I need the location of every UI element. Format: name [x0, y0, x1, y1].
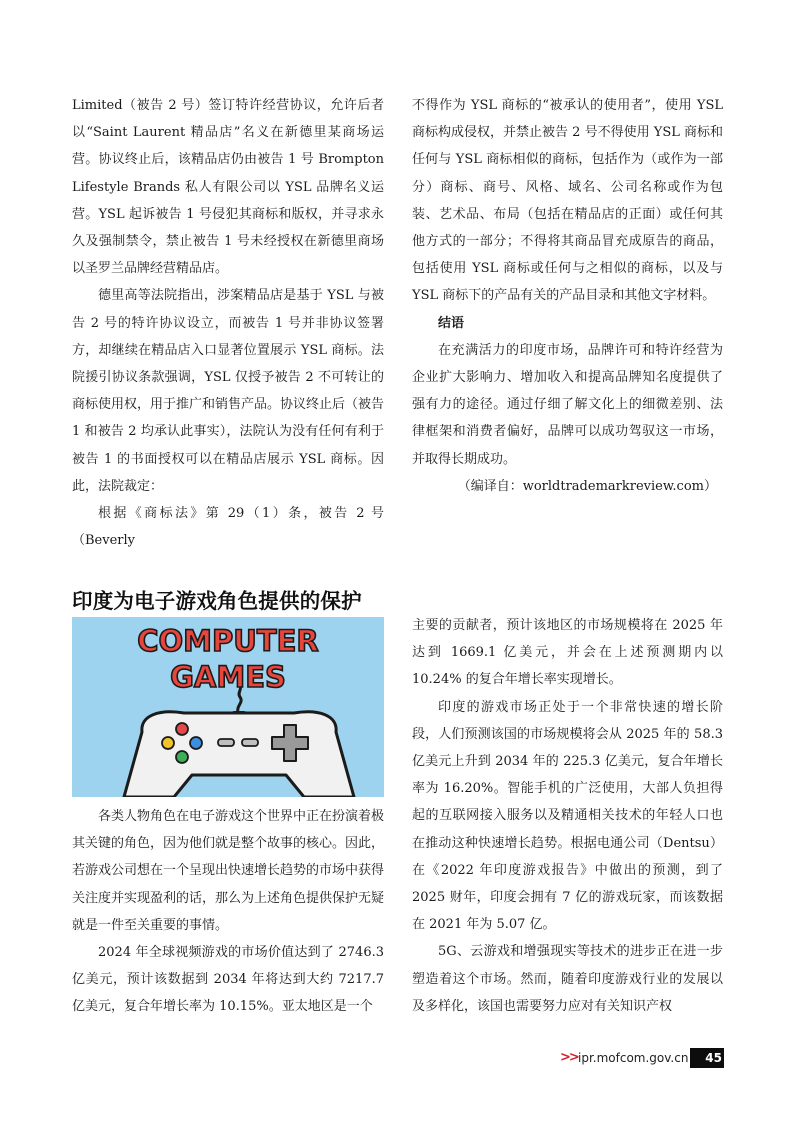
footer-site-link[interactable]: ipr.mofcom.gov.cn [578, 1051, 689, 1065]
source-note: （编译自：worldtrademarkreview.com） [457, 478, 717, 494]
yellow-button-icon [162, 737, 174, 749]
conclusion-section [412, 310, 723, 337]
article-title: 印度为电子游戏角色提供的保护 [72, 589, 362, 613]
paragraph: 根据《商标法》第 29（1）条，被告 2 号（Beverly [72, 506, 384, 549]
conclusion-text: 在充满活力的印度市场，品牌许可和特许经营为企业扩大影响力、增加收入和提高品牌知名度提供了强有力的途径。通过仔细了解文化上的细微差别、法律框架和消费者偏好，品牌可以成功驾驭这一市场，并取得长期成功。 [412, 342, 723, 467]
paragraph: 印度的游戏市场正处于一个非常快速的增长阶段，人们预测该国的市场规模将会从 2025 年的 58.3 亿美元上升到 2034 年的 225.3 亿美元，复合年增长率为 16.20%。智能手机的广泛使用，大部人负担得起的互联网接入服务以及精通相关技术的年轻人口也在推动这种快速增长趋势。根据电通公司（Dentsu）在《2022 年印度游戏报告》中做出的预测，到了 2025 财年，印度会拥有 7 亿的游戏玩家，而该数据在 2021 年为 5.07 亿。 [412, 699, 723, 933]
paragraph: 主要的贡献者，预计该地区的市场规模将在 2025 年达到 1669.1 亿美元，并会在上述预测期内以 10.24% 的复合年增长率实现增长。 [412, 618, 723, 688]
gamepad-illustration [72, 617, 384, 797]
page-number: 45 [690, 1048, 724, 1068]
image-title-line-1: COMPUTER [137, 624, 319, 658]
paragraph: 德里高等法院指出，涉案精品店是基于 YSL 与被告 2 号的特许协议设立，而被告 1 号并非协议签署方，却继续在精品店入口显著位置展示 YSL 商标。法院援引协议条款强调，YSL 仅授予被告 2 不可转让的商标使用权，用于推广和销售产品。协议终止后（被告 1 和被告 2 均承认此事实），法院认为没有任何有利于被告 1 的书面授权可以在精品店展示 YSL 商标。因此，法院裁定： [72, 288, 385, 494]
bottom-right-column [412, 612, 723, 1020]
paragraph: 不得作为 YSL 商标的“被承认的使用者”，使用 YSL 商标构成侵权，并禁止被告 2 号不得使用 YSL 商标和任何与 YSL 商标相似的商标，包括作为（或作为一部分）商标、商号、风格、域名、公司名称或作为包装、艺术品、布局（包括在精品店的正面）或任何其他方式的一部分；不得将其商品冒充成原告的商品，包括使用 YSL 商标或任何与之相似的商标，以及与 YSL 商标下的产品有关的产品目录和其他文字材料。 [412, 98, 723, 304]
paragraph: 2024 年全球视频游戏的市场价值达到了 2746.3 亿美元，预计该数据到 2034 年将达到大约 7217.7 亿美元，复合年增长率为 10.15%。亚太地区是一个 [72, 945, 384, 1015]
red-button-icon [176, 723, 188, 735]
paragraph: Limited（被告 2 号）签订特许经营协议，允许后者以“Saint Laurent 精品店”名义在新德里某商场运营。协议终止后，该精品店仍由被告 1 号 Brompton Lifestyle Brands 私人有限公司以 YSL 品牌名义运营。YSL 起诉被告 1 号侵犯其商标和版权，并寻求永久及强制禁令，禁止被告 1 号未经授权在新德里商场以圣罗兰品牌经营精品店。 [72, 98, 384, 277]
paragraph: 各类人物角色在电子游戏这个世界中正在扮演着极其关键的角色，因为他们就是整个故事的核心。因此，若游戏公司想在一个呈现出快速增长趋势的市场中获得关注度并实现盈利的话，那么为上述角色提供保护无疑就是一件至关重要的事情。 [72, 809, 385, 933]
select-button-icon [218, 739, 234, 746]
top-right-column [412, 92, 723, 500]
paragraph: 5G、云游戏和增强现实等技术的进步正在进一步塑造着这个市场。然而，随着印度游戏行业的发展以及多样化，该国也需要努力应对有关知识产权 [412, 944, 723, 1014]
start-button-icon [242, 739, 258, 746]
top-left-column [72, 92, 384, 554]
green-button-icon [176, 751, 188, 763]
page-footer [550, 1048, 724, 1068]
cable-icon [238, 687, 241, 713]
computer-games-image [72, 617, 384, 797]
bottom-left-column [72, 803, 384, 1021]
conclusion-heading: 结语 [438, 315, 465, 331]
image-title-line-2: GAMES [170, 660, 286, 694]
blue-button-icon [190, 737, 202, 749]
gamepad-body-icon [124, 712, 354, 797]
double-chevron-right-icon: >> [560, 1050, 578, 1065]
